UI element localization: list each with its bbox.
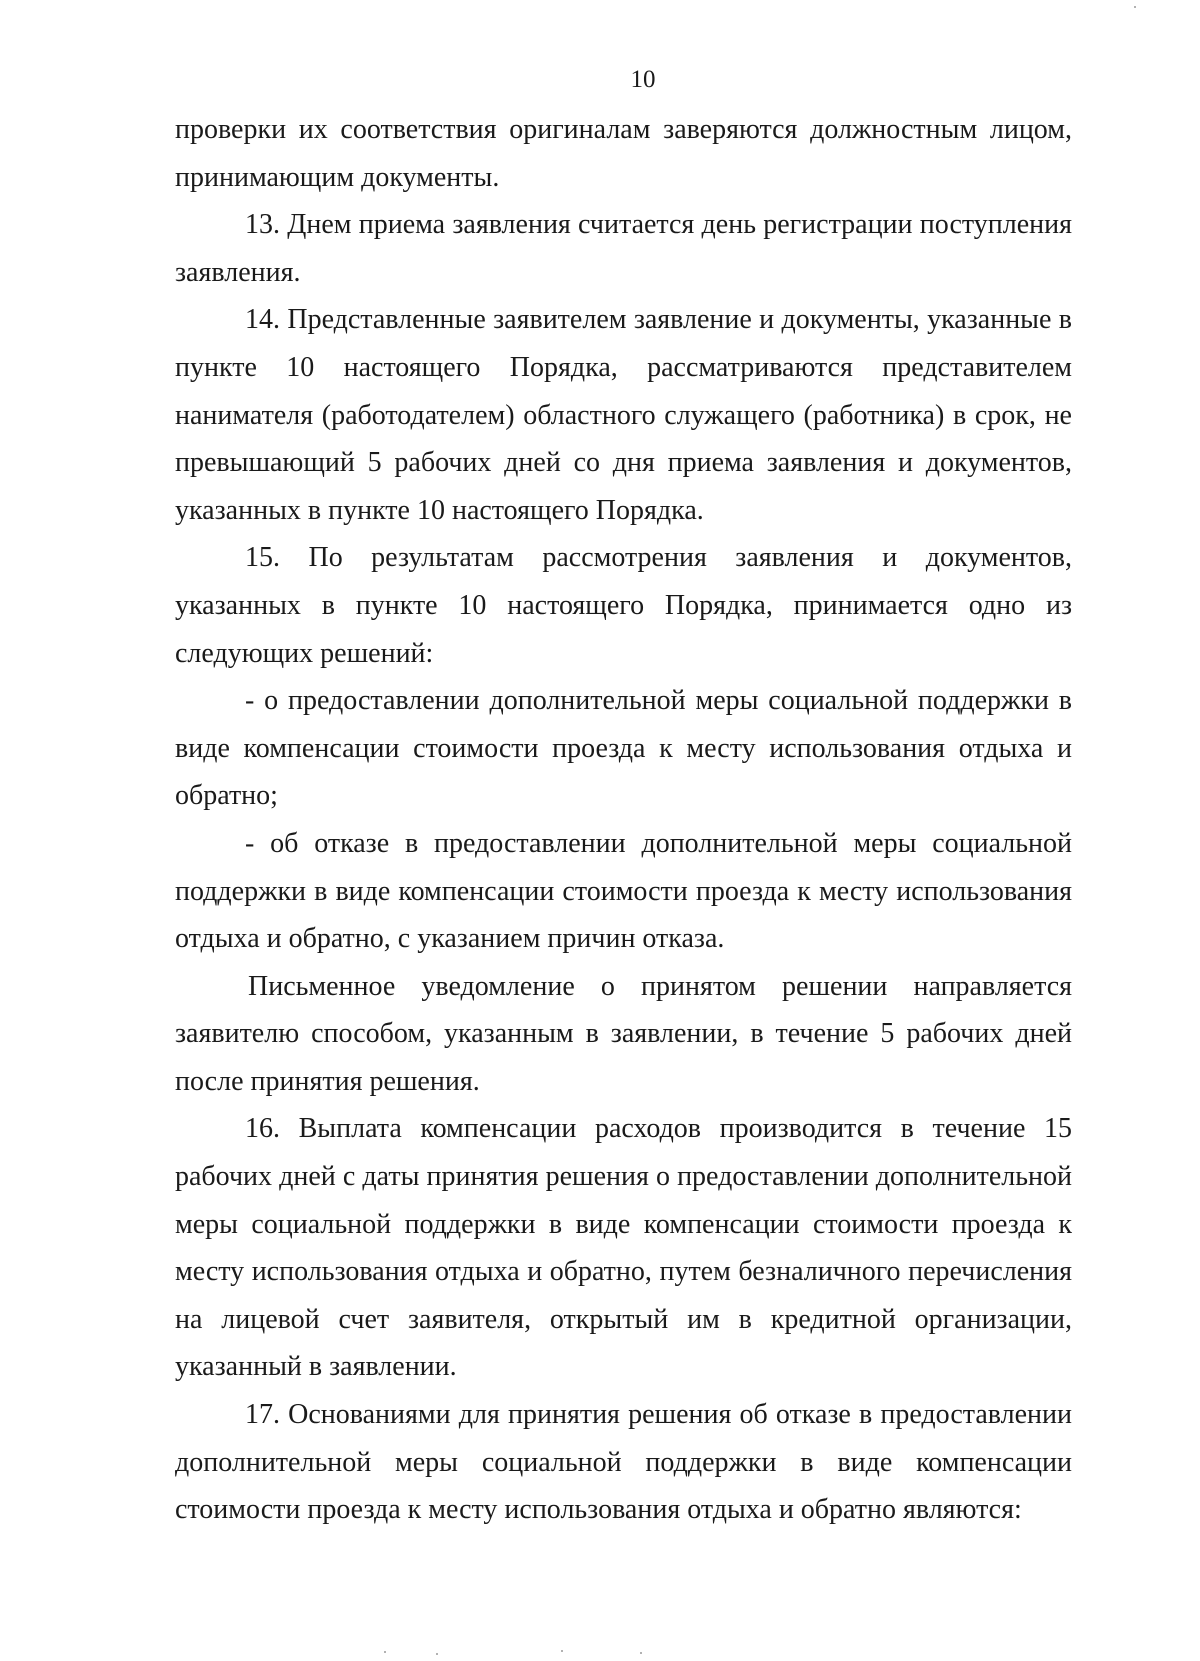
paragraph-written-notice: Письменное уведомление о принятом решении направляется заявителю способом, указанным в заявлении, в течение 5 рабочих дней после принятия решения. — [175, 970, 1072, 1097]
scan-speck — [640, 1652, 642, 1654]
scan-speck — [436, 1653, 438, 1655]
document-body — [175, 106, 1072, 1534]
paragraph-item-14: 14. Представленные заявителем заявление и документы, указанные в пункте 10 настоящего Порядка, рассматриваются представителем нанимателя (работодателем) областного служащего (работника) в срок, не превышающий 5 рабочих дней со дня приема заявления и документов, указанных в пункте 10 настоящего Порядка. — [175, 304, 1072, 526]
list-item-grant-decision: - о предоставлении дополнительной меры социальной поддержки в виде компенсации стоимости проезда к месту использования отдыха и обратно; — [175, 685, 1072, 812]
paragraph-item-16: 16. Выплата компенсации расходов производится в течение 15 рабочих дней с даты принятия решения о предоставлении дополнительной меры социальной поддержки в виде компенсации стоимости проезда к месту использования отдыха и обратно, путем безналичного перечисления на лицевой счет заявителя, открытый им в кредитной организации, указанный в заявлении. — [175, 1113, 1072, 1383]
scan-speck — [384, 1651, 386, 1653]
scan-speck — [561, 1650, 563, 1652]
list-item-refusal-decision: - об отказе в предоставлении дополнительной меры социальной поддержки в виде компенсации стоимости проезда к месту использования отдыха и обратно, с указанием причин отказа. — [175, 827, 1072, 955]
paragraph-item-17: 17. Основаниями для принятия решения об отказе в предоставлении дополнительной меры социальной поддержки в виде компенсации стоимости проезда к месту использования отдыха и обратно являются: — [175, 1399, 1072, 1526]
scan-speck — [1134, 6, 1136, 8]
paragraph-item-15: 15. По результатам рассмотрения заявления и документов, указанных в пункте 10 настоящего Порядка, принимается одно из следующих решений: — [175, 542, 1072, 669]
paragraph-item-13: 13. Днем приема заявления считается день регистрации поступления заявления. — [175, 209, 1072, 288]
paragraph-continuation: проверки их соответствия оригиналам заверяются должностным лицом, принимающим документы. — [175, 114, 1072, 193]
page-number: 10 — [630, 66, 656, 93]
